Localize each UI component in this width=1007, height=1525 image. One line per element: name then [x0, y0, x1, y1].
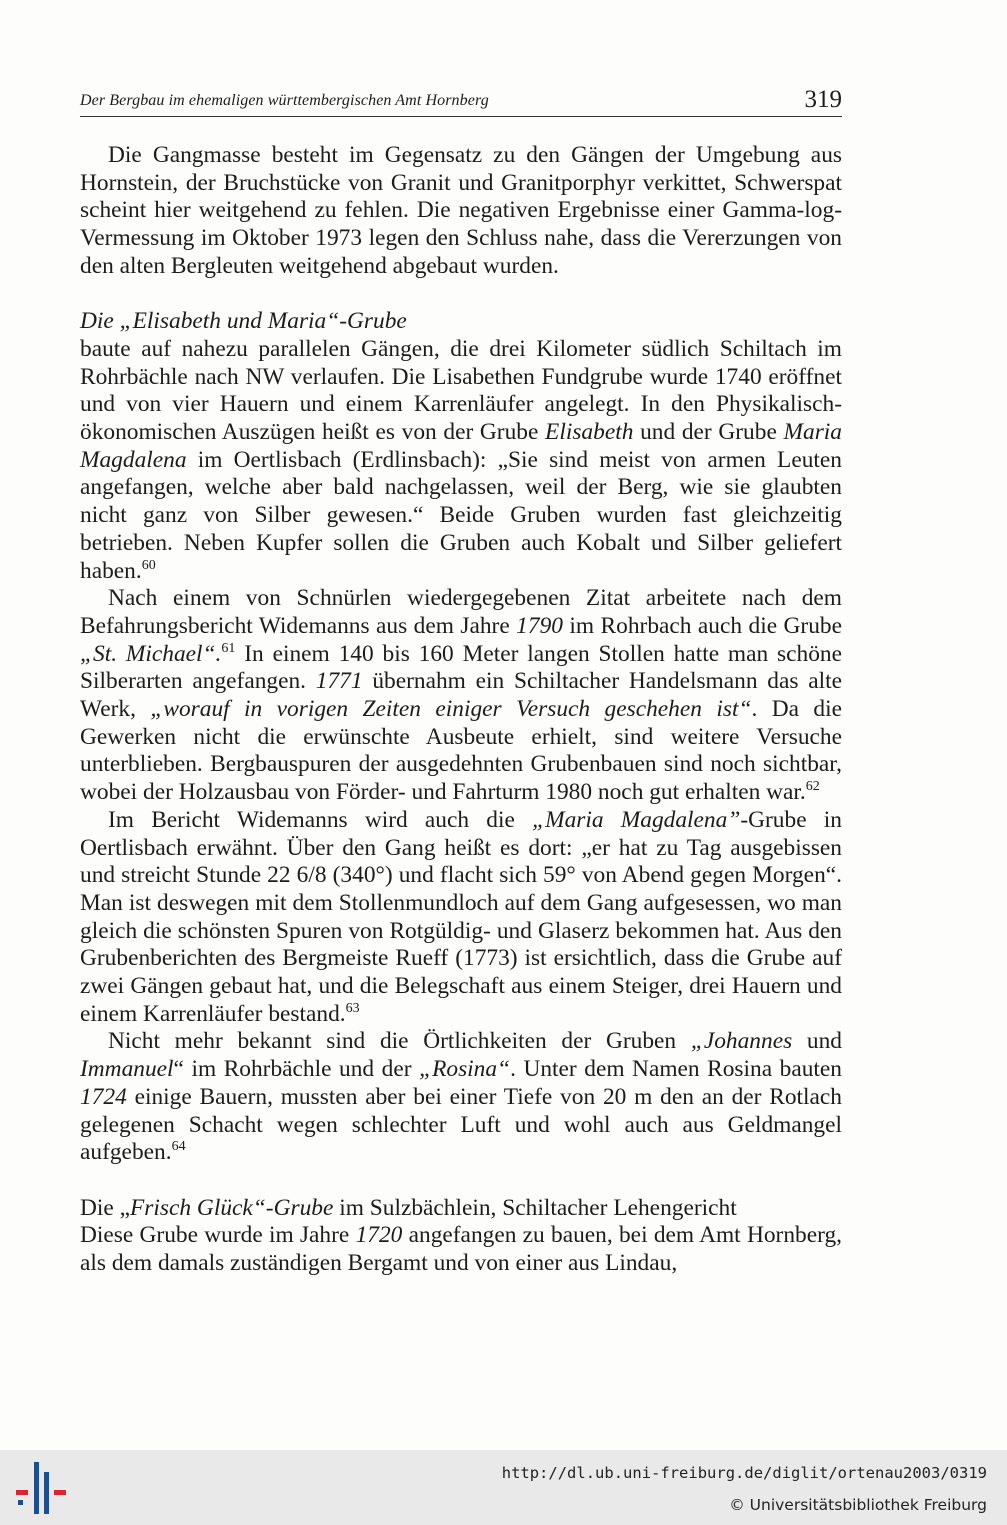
document-url-link[interactable]: http://dl.ub.uni-freiburg.de/diglit/ortenau2003/0319: [501, 1464, 987, 1482]
paragraph-2: baute auf nahezu parallelen Gängen, die drei Kilometer südlich Schiltach im Rohrbächle nach NW verlaufen. Die Lisabethen Fundgrube wurde 1740 eröffnet und von vier Hauern und einem Karrenläufer angelegt. In den Physikalisch-ökonomischen Auszügen heißt es von der Grube Elisabeth und der Grube Maria Magdalena im Oertlisbach (Erdlinsbach): „Sie sind meist von armen Leuten angefangen, welche aber bald nachgelassen, weil der Berg, wie sie glaubten nicht ganz von Silber gewesen.“ Beide Gruben wurden fast gleichzeitig betrieben. Neben Kupfer sollen die Gruben auch Kobalt und Silber geliefert haben.$^{60}$: [80, 335, 842, 584]
footnote-ref-61: 61: [221, 640, 236, 656]
paragraph-6: Diese Grube wurde im Jahre 1720 angefangen zu bauen, bei dem Amt Hornberg, als dem damals zuständigen Bergamt und von einer aus Lindau,: [80, 1222, 842, 1277]
copyright-notice: © Universitätsbibliothek Freiburg: [729, 1496, 987, 1514]
footnote-ref-63: 63: [345, 1000, 360, 1016]
spacer: [80, 1167, 842, 1195]
body-text: [80, 142, 842, 1278]
running-head: [80, 84, 842, 117]
paragraph-4: Im Bericht Widemanns wird auch die „Maria Magdalena”-Grube in Oertlisbach erwähnt. Über den Gang heißt es dort: „er hat zu Tag ausgebissen und streicht Stunde 22 6/8 (340°) und flacht sich 59° von Abend gegen Morgen“. Man ist deswegen mit dem Stollenmundloch auf dem Gang aufgesessen, wo man gleich die schönsten Spuren von Rotgüldig- und Glaserz bekommen hat. Aus den Grubenberichten des Bergmeiste Rueff (1773) ist ersichtlich, dass die Grube auf zwei Gängen gebaut hat, und die Belegschaft aus einem Steiger, drei Hauern und einem Karrenläufer bestand.$^{63}$: [80, 806, 842, 1027]
footnote-ref-64: 64: [171, 1139, 186, 1155]
footnote-ref-62: 62: [805, 779, 820, 795]
running-title: Der Bergbau im ehemaligen württembergischen Amt Hornberg: [80, 92, 489, 109]
footnote-ref-60: 60: [141, 557, 156, 573]
page-number: 319: [804, 86, 842, 113]
paragraph-1: Die Gangmasse besteht im Gegensatz zu den Gängen der Umgebung aus Hornstein, der Bruchstücke von Granit und Granitporphyr verkittet, Schwerspat scheint hier weitgehend zu fehlen. Die negativen Ergebnisse einer Gamma-log-Vermessung im Oktober 1973 legen den Schluss nahe, dass die Vererzungen von den alten Bergleuten weitgehend abgebaut wurden.: [80, 142, 842, 279]
section-heading-elisabeth-maria: Die „Elisabeth und Maria“-Grube: [80, 308, 407, 335]
spacer: [80, 281, 842, 309]
paragraph-3: Nach einem von Schnürlen wiedergegebenen Zitat arbeitete nach dem Befahrungsbericht Widemanns aus dem Jahre 1790 im Rohrbach auch die Grube „St. Michael“.$^{61}$ In einem 140 bis 160 Meter langen Stollen hatte man schöne Silberarten angefangen. 1771 übernahm ein Schiltacher Handelsmann das alte Werk, „worauf in vorigen Zeiten einiger Versuch geschehen ist“. Da die Gewerken nicht die erwünschte Ausbeute erhielt, sind weitere Versuche unterblieben. Bergbauspuren der ausgedehnten Grubenbauen sind noch sichtbar, wobei der Holzausbau von Förder- und Fahrturm 1980 noch gut erhalten war.$^{62}$: [80, 585, 843, 806]
viewer-footer: [0, 1450, 1007, 1525]
ub-freiburg-logo-icon[interactable]: [16, 1462, 66, 1514]
section-heading-frisch-glueck: Die „Frisch Glück“-Grube im Sulzbächlein, Schiltacher Lehengericht: [80, 1194, 737, 1221]
paragraph-5: Nicht mehr bekannt sind die Örtlichkeiten der Gruben „Johannes und Immanuel“ im Rohrbächle und der „Rosina“. Unter dem Namen Rosina bauten 1724 einige Bauern, mussten aber bei einer Tiefe von 20 m den an der Rotlach gelegenen Schacht wegen schlechter Luft und wohl auch aus Geldmangel aufgeben.$^{64}$: [80, 1028, 842, 1166]
